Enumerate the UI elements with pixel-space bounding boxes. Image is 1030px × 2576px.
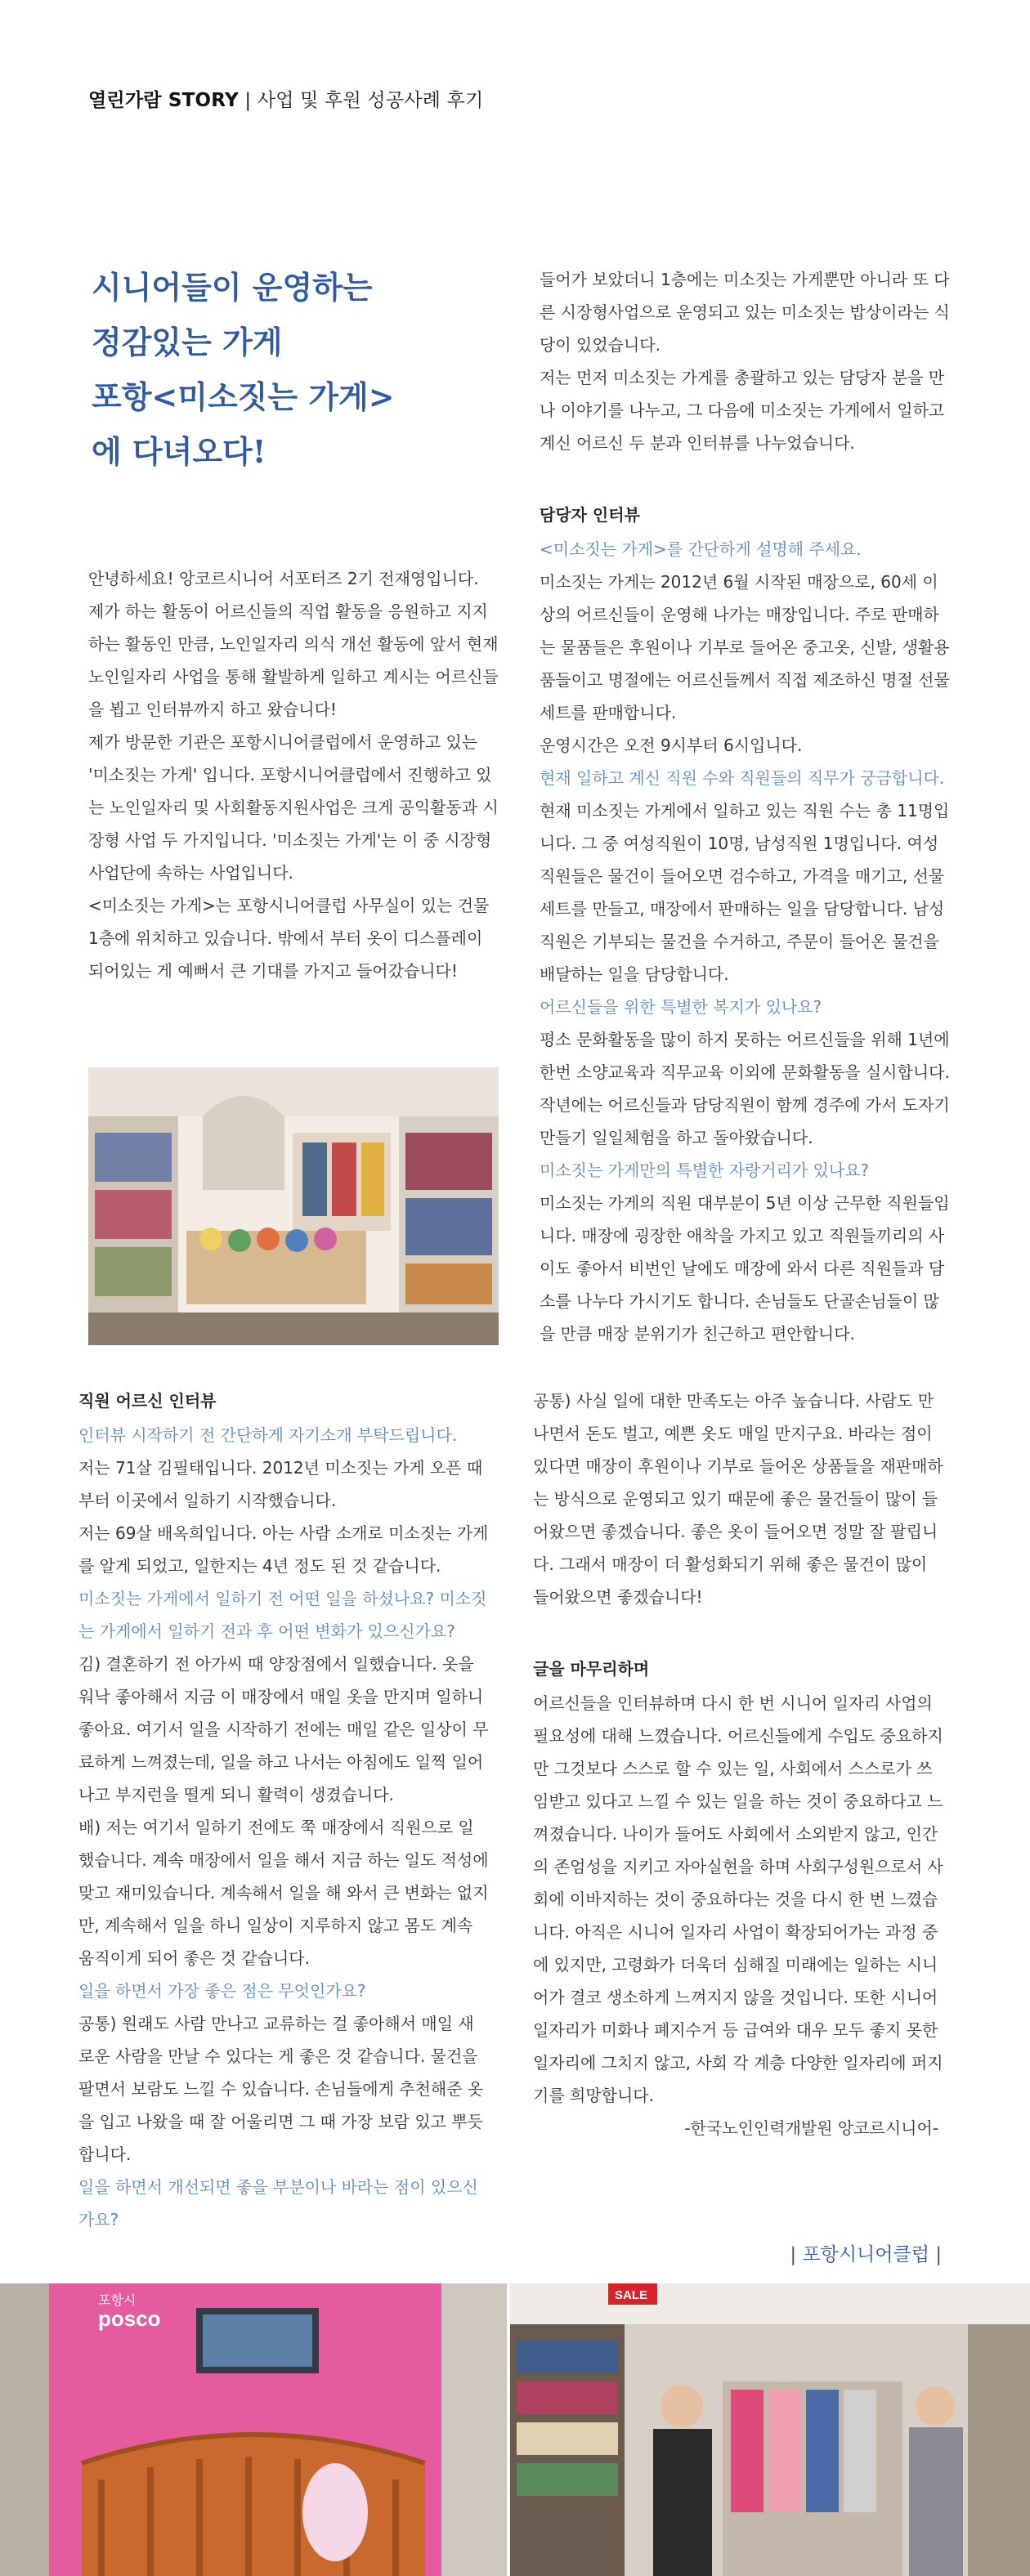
- interview-answer: 미소짓는 가게는 2012년 6월 시작된 매장으로, 60세 이상의 어르신들이 운영해 나가는 매장입니다. 주로 판매하는 물품들은 후원이나 기부로 들어온 중고옷, 신발, 생활용품들이고 명절에는 어르신들께서 직접 제조하신 명절 선물세트를 판매합니다.: [540, 572, 950, 722]
- interview-answer: 평소 문화활동을 많이 하지 못하는 어르신들을 위해 1년에 한번 소양교육과 직무교육 이외에 문화활동을 실시합니다. 작년에는 어르신들과 담당직원이 함께 경주에 가서 도자기 만들기 일일체험을 하고 돌아왔습니다.: [540, 1030, 950, 1147]
- interview-answer: 배) 저는 여기서 일하기 전에도 쭉 매장에서 직원으로 일했습니다. 계속 매장에서 일을 해서 지금 하는 일도 적성에 맞고 재미있습니다. 계속해서 일을 해 와서 큰 변화는 없지만, 계속해서 일을 하니 일상이 지루하지 않고 몸도 계속 움직이게 되어 좋은 것 같습니다.: [78, 1818, 489, 1968]
- organization-label: | 포항시니어클럽 |: [790, 2244, 942, 2265]
- right-intro-paragraph: 들어가 보았더니 1층에는 미소짓는 가게뿐만 아니라 또 다른 시장형사업으로 운영되고 있는 미소짓는 밥상이라는 식당이 있었습니다.: [540, 270, 950, 355]
- store-staff-photo: [510, 2283, 1030, 2576]
- title-line: 포항<미소짓는 가게>: [92, 378, 395, 415]
- interview-answer: 공통) 원래도 사람 만나고 교류하는 걸 좋아해서 매일 새로운 사람을 만날 수 있다는 게 좋은 것 같습니다. 물건을 팔면서 보람도 느낄 수 있습니다. 손님들에게 추천해준 옷을 입고 나왔을 때 잘 어울리면 그 때 가장 보람 있고 뿌듯합니다.: [78, 2014, 484, 2164]
- right-bottom-column: [533, 1384, 945, 2144]
- store-interior-illustration: [88, 1067, 499, 1345]
- staff-interview-column: [78, 1384, 489, 2236]
- storefront-photo: [0, 2283, 507, 2576]
- intro-paragraph: 제가 방문한 기관은 포항시니어클럽에서 운영하고 있는 '미소짓는 가게' 입니다. 포항시니어클럽에서 진행하고 있는 노인일자리 및 사회활동지원사업은 크게 공익활동과 시장형 사업 두 가지입니다. '미소짓는 가게'는 이 중 시장형 사업단에 속하는 사업입니다.: [88, 732, 499, 883]
- store-city-text: 포항시: [98, 2292, 137, 2308]
- interview-answer: 현재 미소짓는 가게에서 일하고 있는 직원 수는 총 11명입니다. 그 중 여성직원이 10명, 남성직원 1명입니다. 여성직원들은 물건이 들어오면 검수하고, 가격을 매기고, 선물세트를 만들고, 매장에서 판매하는 일을 담당합니다. 남성직원은 기부되는 물건을 수거하고, 주문이 들어온 물건을 배달하는 일을 담당합니다.: [540, 801, 950, 984]
- interview-question: 일을 하면서 가장 좋은 점은 무엇인가요?: [78, 1981, 366, 2001]
- intro-column: [88, 562, 499, 987]
- staff-answer-continued: 공통) 사실 일에 대한 만족도는 아주 높습니다. 사람도 만나면서 돈도 벌고, 예쁜 옷도 매일 만지구요. 바라는 점이 있다면 매장이 후원이나 기부로 들어온 상품들을 재판매하는 방식으로 운영되고 있기 때문에 좋은 물건들이 많이 들어왔으면 좋겠습니다. 좋은 옷이 들어오면 정말 잘 팔립니다. 그래서 매장이 더 활성화되기 위해 좋은 물건이 많이 들어왔으면 좋겠습니다!: [533, 1391, 943, 1607]
- staff-interview-heading: 직원 어르신 인터뷰: [78, 1391, 217, 1411]
- interview-question: 인터뷰 시작하기 전 간단하게 자기소개 부탁드립니다.: [78, 1425, 458, 1445]
- interview-question: 어르신들을 위한 특별한 복지가 있나요?: [540, 997, 822, 1017]
- header-separator: |: [244, 90, 252, 111]
- store-interior-photo: [88, 1067, 499, 1345]
- manager-interview-heading: 담당자 인터뷰: [540, 505, 640, 525]
- section-name: 사업 및 후원 성공사례 후기: [257, 90, 484, 111]
- article-title: [92, 260, 395, 479]
- interview-question: <미소짓는 가게>를 간단하게 설명해 주세요.: [540, 539, 862, 559]
- interview-question: 미소짓는 가게에서 일하기 전 어떤 일을 하셨나요? 미소짓는 가게에서 일하기 전과 후 어떤 변화가 있으신가요?: [78, 1589, 487, 1641]
- interview-answer: 저는 69살 배옥희입니다. 아는 사람 소개로 미소짓는 가게를 알게 되었고, 일한지는 4년 정도 된 것 같습니다.: [78, 1523, 489, 1576]
- signature: -한국노인인력개발원 앙코르시니어-: [684, 2118, 938, 2138]
- interview-question: 현재 일하고 계신 직원 수와 직원들의 직무가 궁금합니다.: [540, 768, 945, 788]
- title-line: 시니어들이 운영하는: [92, 269, 373, 306]
- sale-sign: SALE: [615, 2288, 648, 2302]
- right-top-column: [540, 263, 950, 1350]
- page-header: [88, 85, 483, 112]
- title-line: 정감있는 가게: [92, 324, 283, 360]
- closing-paragraph: 어르신들을 인터뷰하며 다시 한 번 시니어 일자리 사업의 필요성에 대해 느꼈습니다. 어르신들에게 수입도 중요하지만 그것보다 스스로 할 수 있는 일, 사회에서 스스로가 쓰임받고 있다고 느낄 수 있는 일을 하는 것이 중요하다고 느껴졌습니다. 나이가 들어도 사회에서 소외받지 않고, 인간의 존엄성을 지키고 자아실현을 하며 사회구성원으로서 사회에 이바지하는 것이 중요하다는 것을 다시 한 번 느꼈습니다. 아직은 시니어 일자리 사업이 확장되어가는 과정 중에 있지만, 고령화가 더욱더 심해질 미래에는 일하는 시니어가 결코 생소하게 느껴지지 않을 것입니다. 또한 시니어 일자리가 미화나 폐지수거 등 급여와 대우 모두 좋지 못한 일자리에 그치지 않고, 사회 각 계층 다양한 일자리에 퍼지기를 희망합니다.: [533, 1693, 943, 2105]
- interview-answer: 김) 결혼하기 전 아가씨 때 양장점에서 일했습니다. 옷을 워낙 좋아해서 지금 이 매장에서 매일 옷을 만지며 일하니 좋아요. 여기서 일을 시작하기 전에는 매일 같은 일상이 무료하게 느껴졌는데, 일을 하고 나서는 아침에도 일찍 일어나고 부지런을 떨게 되니 활력이 생겼습니다.: [78, 1654, 489, 1805]
- title-line: 에 다녀오다!: [92, 433, 266, 470]
- magazine-name: 열린가람 STORY: [88, 90, 239, 111]
- interview-answer: 저는 71살 김필태입니다. 2012년 미소짓는 가게 오픈 때부터 이곳에서 일하기 시작했습니다.: [78, 1458, 483, 1510]
- interview-answer: 미소짓는 가게의 직원 대부분이 5년 이상 근무한 직원들입니다. 매장에 굉장한 애착을 가지고 있고 직원들끼리의 사이도 좋아서 비번인 날에도 매장에 와서 다른 직원들과 담소를 나누다 가시기도 합니다. 손님들도 단골손님들이 많을 만큼 매장 분위기가 친근하고 편안합니다.: [540, 1193, 950, 1344]
- intro-paragraph: 안녕하세요! 앙코르시니어 서포터즈 2기 전재영입니다.: [88, 569, 479, 588]
- interview-answer: 운영시간은 오전 9시부터 6시입니다.: [540, 736, 803, 755]
- store-brand-text: posco: [98, 2306, 161, 2331]
- store-staff-illustration: [510, 2283, 1030, 2576]
- right-intro-paragraph: 저는 먼저 미소짓는 가게를 총괄하고 있는 담당자 분을 만나 이야기를 나누고, 그 다음에 미소짓는 가게에서 일하고 계신 어르신 두 분과 인터뷰를 나누었습니다.: [540, 368, 945, 453]
- interview-question: 일을 하면서 개선되면 좋을 부분이나 바라는 점이 있으신가요?: [78, 2177, 478, 2229]
- storefront-illustration: [0, 2283, 507, 2576]
- intro-paragraph: <미소짓는 가게>는 포항시니어클럽 사무실이 있는 건물 1층에 위치하고 있습니다. 밖에서 부터 옷이 디스플레이 되어있는 게 예뻐서 큰 기대를 가지고 들어갔습니다!: [88, 896, 490, 981]
- intro-paragraph: 제가 하는 활동이 어르신들의 직업 활동을 응원하고 지지하는 활동인 만큼, 노인일자리 의식 개선 활동에 앞서 현재 노인일자리 사업을 통해 활발하게 일하고 계시는 어르신들을 뵙고 인터뷰까지 하고 왔습니다!: [88, 602, 499, 719]
- interview-question: 미소짓는 가게만의 특별한 자랑거리가 있나요?: [540, 1161, 870, 1180]
- closing-heading: 글을 마무리하며: [533, 1659, 650, 1679]
